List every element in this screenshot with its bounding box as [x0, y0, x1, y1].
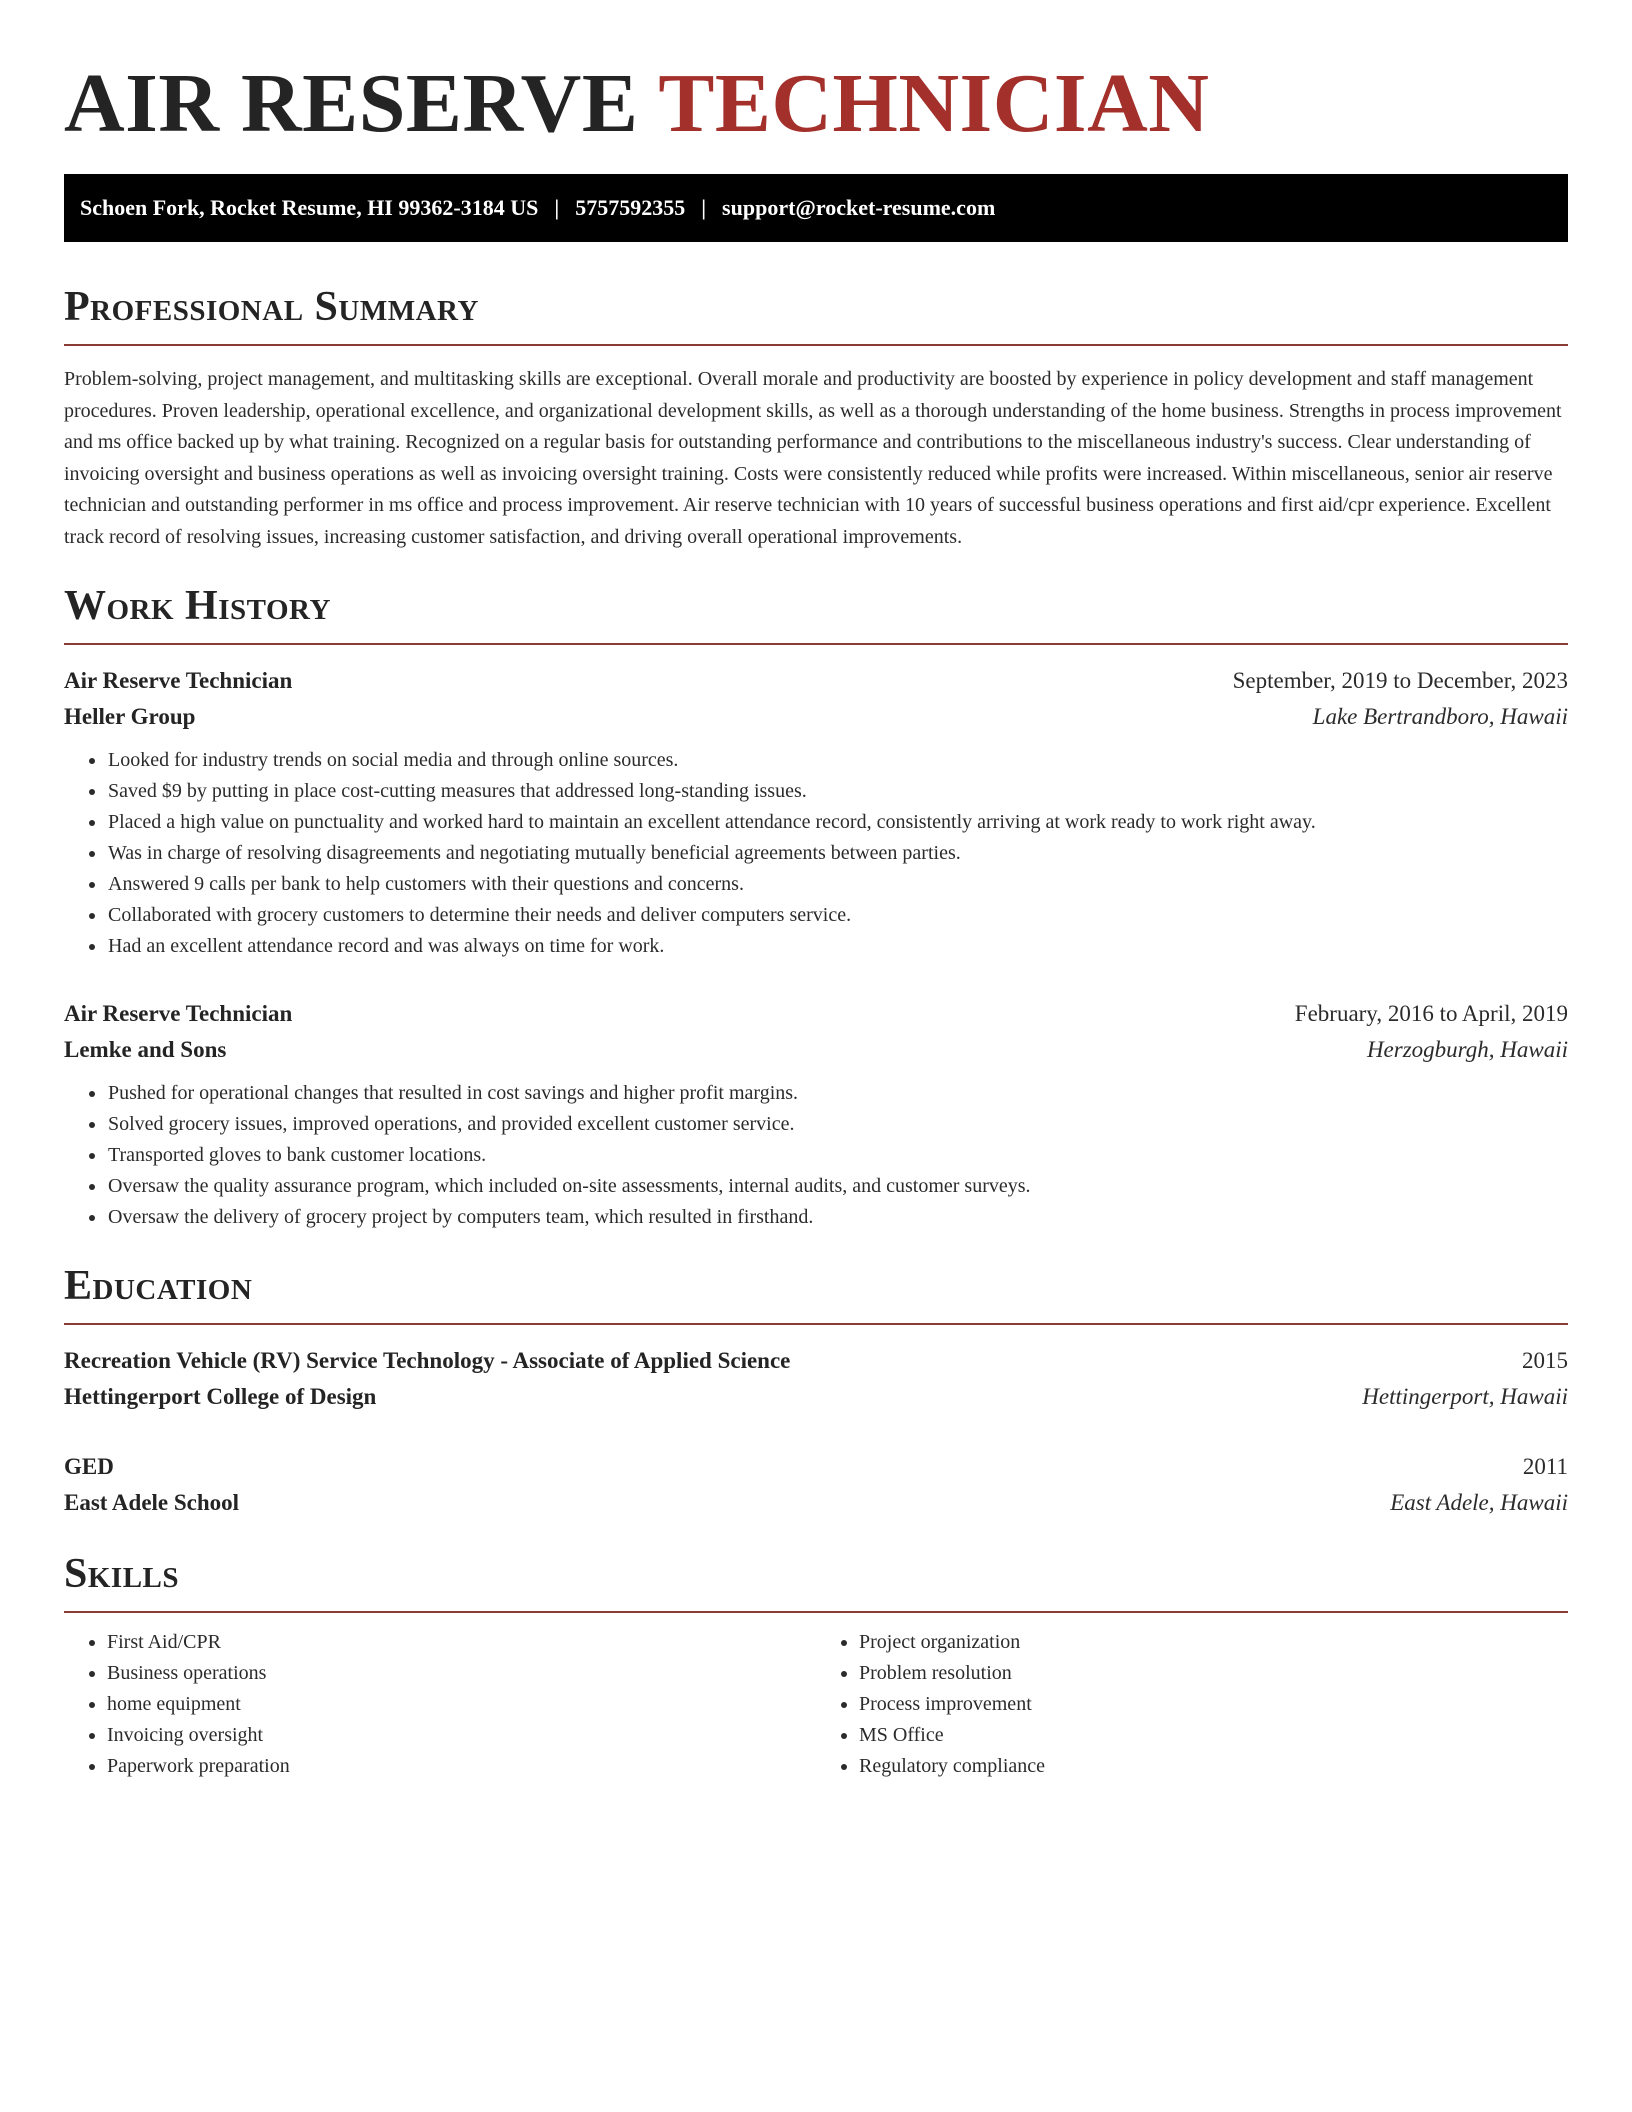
education-entry — [64, 1449, 1568, 1521]
job-entry — [64, 996, 1568, 1233]
list-item: • Transported gloves to bank customer locations. — [107, 1140, 1568, 1171]
contact-address: Schoen Fork, Rocket Resume, HI 99362-3184 US — [80, 195, 539, 220]
job-dates: February, 2016 to April, 2019 — [1294, 1001, 1568, 1026]
skill-item: • home equipment — [107, 1689, 816, 1720]
job-dates: September, 2019 to December, 2023 — [1232, 668, 1568, 693]
skill-item: • Problem resolution — [859, 1658, 1568, 1689]
job-location: Lake Bertrandboro, Hawaii — [1312, 704, 1568, 729]
section-divider — [64, 344, 1568, 346]
education-entry — [64, 1343, 1568, 1415]
list-item: • Had an excellent attendance record and was always on time for work. — [107, 931, 1568, 962]
job-entry — [64, 663, 1568, 962]
summary-text: Problem-solving, project management, and multitasking skills are exceptional. Overall morale and productivity are boosted by experience in policy development and staff management procedures. Proven leadership, operational excellence, and organizational development skills, as well as a thorough understanding of the home business. Strengths in process improvement and ms office backed up by what training. Recognized on a regular basis for outstanding performance and contributions to the miscellaneous industry's success. Clear understanding of invoicing oversight and business operations as well as invoicing oversight training. Costs were consistently reduced while profits were increased. Within miscellaneous, senior air reserve technician and outstanding performer in ms office and process improvement. Air reserve technician with 10 years of successful business operations and first aid/cpr experience. Excellent track record of resolving issues, increasing customer satisfaction, and driving overall operational improvements. — [64, 368, 1562, 548]
skill-item: • Paperwork preparation — [107, 1751, 816, 1782]
skill-item: • MS Office — [859, 1720, 1568, 1751]
list-item: • Looked for industry trends on social media and through online sources. — [107, 745, 1568, 776]
skills-grid — [64, 1627, 1568, 1782]
list-item: • Pushed for operational changes that resulted in cost savings and higher profit margins. — [107, 1078, 1568, 1109]
list-item: • Answered 9 calls per bank to help customers with their questions and concerns. — [107, 869, 1568, 900]
resume-name — [64, 54, 1568, 154]
section-title: Work History — [64, 583, 331, 629]
education-year: 2015 — [1522, 1348, 1568, 1373]
education-degree: Recreation Vehicle (RV) Service Technology - Associate of Applied Science — [64, 1348, 791, 1373]
section-divider — [64, 643, 1568, 645]
contact-separator: | — [701, 195, 707, 220]
list-item: • Collaborated with grocery customers to determine their needs and deliver computers service. — [107, 900, 1568, 931]
section-title: Education — [64, 1263, 253, 1309]
education-location: Hettingerport, Hawaii — [1362, 1384, 1568, 1409]
skills-column-left — [64, 1627, 816, 1782]
education-degree: GED — [64, 1454, 114, 1479]
list-item: • Saved $9 by putting in place cost-cutting measures that addressed long-standing issues. — [107, 776, 1568, 807]
contact-bar — [64, 174, 1568, 242]
list-item: • Was in charge of resolving disagreements and negotiating mutually beneficial agreements between parties. — [107, 838, 1568, 869]
education-year: 2011 — [1522, 1454, 1568, 1479]
section-divider — [64, 1323, 1568, 1325]
education-section — [64, 1261, 1568, 1521]
job-company: Lemke and Sons — [64, 1037, 227, 1062]
job-role: Air Reserve Technician — [64, 668, 293, 693]
list-item: • Oversaw the delivery of grocery project by computers team, which resulted in firsthand. — [107, 1202, 1568, 1233]
section-divider — [64, 1611, 1568, 1613]
contact-email: support@rocket-resume.com — [722, 195, 996, 220]
education-school: Hettingerport College of Design — [64, 1384, 377, 1409]
skills-column-right — [816, 1627, 1568, 1782]
contact-separator: | — [554, 195, 560, 220]
skill-item: • Project organization — [859, 1627, 1568, 1658]
skill-item: • Regulatory compliance — [859, 1751, 1568, 1782]
list-item: • Solved grocery issues, improved operations, and provided excellent customer service. — [107, 1109, 1568, 1140]
skill-item: • First Aid/CPR — [107, 1627, 816, 1658]
list-item: • Oversaw the quality assurance program, which included on-site assessments, internal audits, and customer surveys. — [107, 1171, 1568, 1202]
section-title: Skills — [64, 1551, 180, 1597]
skill-item: • Process improvement — [859, 1689, 1568, 1720]
name-first: AIR RESERVE — [64, 57, 639, 150]
name-last: TECHNICIAN — [658, 57, 1210, 150]
skills-section — [64, 1549, 1568, 1782]
work-history-section — [64, 581, 1568, 1233]
education-location: East Adele, Hawaii — [1390, 1490, 1568, 1515]
skill-item: • Invoicing oversight — [107, 1720, 816, 1751]
contact-phone: 5757592355 — [575, 195, 686, 220]
job-location: Herzogburgh, Hawaii — [1366, 1037, 1568, 1062]
job-company: Heller Group — [64, 704, 196, 729]
section-title: Professional Summary — [64, 284, 479, 330]
education-school: East Adele School — [64, 1490, 240, 1515]
skill-item: • Business operations — [107, 1658, 816, 1689]
job-bullets — [64, 1078, 1568, 1233]
summary-section — [64, 282, 1568, 553]
job-bullets — [64, 745, 1568, 962]
job-role: Air Reserve Technician — [64, 1001, 293, 1026]
list-item: • Placed a high value on punctuality and worked hard to maintain an excellent attendance record, consistently arriving at work ready to work right away. — [107, 807, 1568, 838]
